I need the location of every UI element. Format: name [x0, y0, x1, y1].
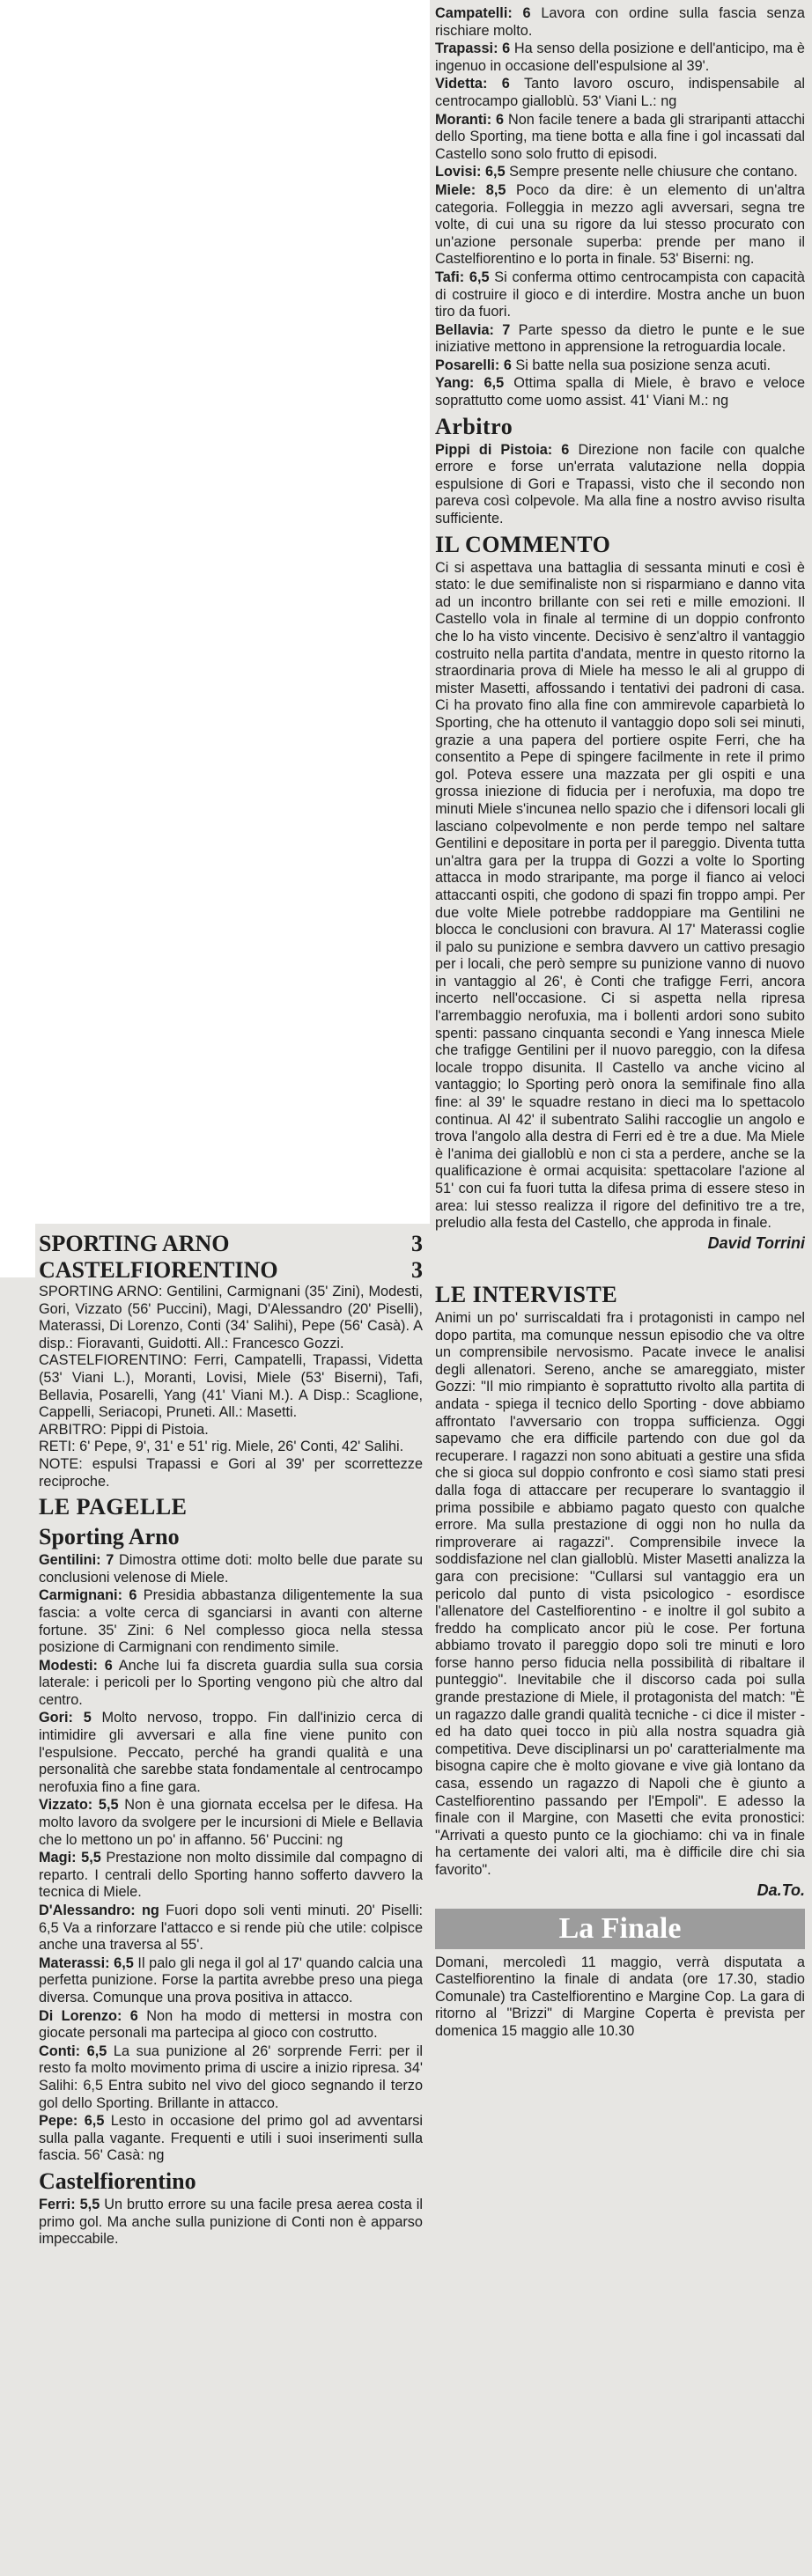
player-rating — [39, 2113, 423, 2165]
player-comment: La sua punizione al 26' sorprende Ferri: per il resto fa molto movimento prima di uscire a inizio ripresa. 34' Salihi: 6,5 Entra subito nel vivo del gioco segnando il terzo gol dello Sporting. Brillante in attacco. — [39, 2042, 423, 2111]
player-rating — [435, 112, 805, 164]
sporting-ratings — [39, 1552, 423, 2165]
castello-first-rating: Ferri: 5,5 Un brutto errore su una facile presa aerea costa il primo gol. Ma anche sulla punizione di Conti non è apparso impeccabile. — [39, 2196, 423, 2248]
player-name: Moranti: 6 — [435, 111, 505, 128]
player-comment: Sempre presente nelle chiusure che contano. — [505, 164, 798, 180]
player-name: Videtta: 6 — [435, 76, 510, 92]
commento-author: David Torrini — [707, 1233, 805, 1252]
reti-line: RETI: 6' Pepe, 9', 31' e 51' rig. Miele, 26' Conti, 42' Salihi. — [39, 1439, 404, 1455]
home-score-line: SPORTING ARNO 3 — [39, 1231, 423, 1256]
player-rating — [39, 1903, 423, 1954]
player-rating — [39, 1658, 423, 1710]
player-comment: Dimostra ottime doti: molto belle due parate su conclusioni velenose di Miele. — [39, 1552, 423, 1586]
player-rating — [435, 76, 805, 110]
player-comment: Parte spesso da dietro le punte e le sue iniziative mettono in apprensione la retroguardia locale. — [435, 321, 805, 356]
player-comment: Non facile tenere a bada gli straripanti attacchi dello Sporting, ma tiene botta e alla fine i gol incassati dal Castello sono solo frutto di episodi. — [435, 111, 805, 162]
player-rating — [435, 164, 805, 181]
finale-text: Domani, mercoledì 11 maggio, verrà disputata a Castelfiorentino la finale di andata (ore 17.30, stadio Comunale) tra Castelfiorentino e Margine Cop. La gara di ritorno al "Brizzi" di Margine Coperta è prevista per domenica 15 maggio alle 10.30 — [435, 1954, 805, 2039]
player-comment: Non ha modo di mettersi in mostra con giocate personali ma partecipa al gioco con costrutto. — [39, 2007, 423, 2042]
player-comment: Tanto lavoro oscuro, indispensabile al centrocampo gialloblù. 53' Viani L.: ng — [435, 76, 805, 109]
castelfiorentino-ratings-continued — [435, 5, 805, 410]
player-rating — [39, 1710, 423, 1796]
player-rating — [39, 1955, 423, 2007]
player-name: Campatelli: 6 — [435, 5, 531, 21]
castello-lineup: CASTELFIORENTINO: Ferri, Campatelli, Trapassi, Videtta (53' Viani L.), Moranti, Lovisi, Miele (53' Biserni), Tafi, Bellavia, Posarelli, Yang (41' Viani M.). A Disp.: Scaglione, Cappelli, Seriacopi, Pruneti. All.: Masetti. — [39, 1352, 423, 1421]
player-name: Yang: 6,5 — [435, 375, 505, 392]
sporting-heading: Sporting Arno — [39, 1524, 180, 1550]
article-left-column — [39, 1231, 423, 2569]
sporting-lineup: SPORTING ARNO: Gentilini, Carmignani (35' Zini), Modesti, Gori, Vizzato (56' Puccini), Magi, D'Alessandro (20' Piselli), Materassi, Di Lorenzo, Conti (34' Salihi), Pepe (56' Casà). A disp.: Fioravanti, Guidotti. All.: Francesco Gozzi. — [39, 1284, 423, 1351]
player-name: Conti: 6,5 — [39, 2042, 107, 2059]
player-comment: Presidia abbastanza diligentemente la sua fascia: a volte cerca di sganciarsi in avanti con alterne fortune. 35' Zini: 6 Nel complesso gioca nella stessa posizione di Carmignani con rendimento simile. — [39, 1587, 423, 1656]
player-rating — [39, 2008, 423, 2042]
finale-heading: La Finale — [435, 1909, 805, 1949]
interviste-sign: Da.To. — [757, 1880, 805, 1899]
player-comment: Molto nervoso, troppo. Fin dall'inizio cerca di intimidire gli avversari e alla fine viene punito con l'espulsione. Peccato, perché ha grandi qualità e una personalità che sarebbe stata fondamentale al centrocampo nerofuxia fino a fine gara. — [39, 1710, 423, 1795]
player-comment: Ha senso della posizione e dell'anticipo, ma è ingenuo in occasione dell'espulsione al 39'. — [435, 40, 805, 74]
player-rating — [39, 1850, 423, 1902]
player-comment: Non è una giornata eccelsa per le difesa. Ha molto lavoro da svolgere per le incursioni di Miele e Bellavia che lo mettono un po' in affanno. 56' Puccini: ng — [39, 1797, 423, 1848]
arbitro-line: ARBITRO: Pippi di Pistoia. — [39, 1421, 209, 1438]
player-rating — [39, 1552, 423, 1586]
player-name: Magi: 5,5 — [39, 1850, 101, 1866]
player-name: Materassi: 6,5 — [39, 1954, 134, 1971]
castello-heading: Castelfiorentino — [39, 2168, 196, 2194]
interviste-text: Animi un po' surriscaldati fra i protagonisti in campo nel dopo partita, ma comunque nessun episodio che va oltre un comprensibile nervosismo. Pacate invece le analisi degli allenatori. Sereno, anche se amareggiato, mister Gozzi: "Il mio rimpianto è soprattutto rivolto alla partita di andata - spiega il tecnico dello Sporting - dove abbiamo affrontato l'avversario con troppa sufficienza. Oggi sapevamo che era difficile partendo con due gol da recuperare. I ragazzi non sono abituati a gestire una sfida che si gioca sul doppio confronto e così siamo stati presi dalla foga di attaccare per recuperare lo svantaggio il prima possibile e abbiamo pagato questo con qualche errore. Ma sulla prestazione di oggi non ho nulla da rimproverare ai ragazzi". Comprensibile invece la soddisfazione nel clan gialloblù. Mister Masetti analizza la gara con precisione: "Cullarsi sul vantaggio era un pericolo dal punto di vista psicologico - esordisce l'allenatore del Castelfiorentino - e inoltre il gol subito a freddo ha complicato ancor più le cose. Per fortuna abbiamo trovato il pareggio dopo soli tre minuti e loro forse hanno perso fiducia nella possibilità di ribaltare il punteggio". Inevitabile che il discorso cada poi sulla grande prestazione di Miele, il protagonista del match: "È un ragazzo dalle grandi qualità tecniche - ci dice il mister - ed ha dato quei tocco in più alla nostra squadra già competitiva. Deve disciplinarsi un po' caratterialmente ma bisogna capire che è molto giovane e vive già lontano da casa, essendo un ragazzo di Napoli che è giunto a Castelfiorentino passando per l'Empoli". E adesso la finale con il Margine, con Masetti che evita pronostici: "Arrivati a questo punto ce la giochiamo: chi va in finale ha certamente dei valori alti, ma è difficile dire chi sia favorito". — [435, 1310, 805, 1878]
player-comment: Ottima spalla di Miele, è bravo e veloce soprattutto come uomo assist. 41' Viani M.: ng — [435, 375, 805, 409]
player-name: D'Alessandro: ng — [39, 1903, 159, 1918]
interviste-heading: LE INTERVISTE — [435, 1282, 618, 1307]
article-right-column — [435, 5, 805, 1273]
player-name: Vizzato: 5,5 — [39, 1797, 119, 1814]
player-name: Gentilini: 7 — [39, 1552, 114, 1569]
player-comment: Lavora con ordine sulla fascia senza rischiare molto. — [435, 5, 805, 39]
player-name: Gori: 5 — [39, 1710, 92, 1726]
player-comment: Fuori dopo soli venti minuti. 20' Piselli: 6,5 Va a rinforzare l'attacco e si rende più che utile: colpisce anche una traversa al 55'. — [39, 1903, 423, 1954]
player-name: Bellavia: 7 — [435, 321, 511, 338]
pagelle-heading: LE PAGELLE — [39, 1494, 188, 1520]
player-rating — [435, 322, 805, 357]
player-comment: Si batte nella sua posizione senza acuti. — [511, 357, 771, 373]
player-comment: Poco da dire: è un elemento di un'altra categoria. Folleggia in mezzo agli avversari, segna tre volte, di cui una su rigore da lui stesso procurato con un'azione personale superba: prende per mano il Castelfiorentino e lo porta in finale. 53' Biserni: ng. — [435, 181, 805, 268]
player-rating — [39, 1797, 423, 1849]
player-name: Modesti: 6 — [39, 1657, 113, 1674]
away-score-line: CASTELFIORENTINO 3 — [39, 1257, 423, 1283]
commento-heading: IL COMMENTO — [435, 531, 611, 557]
player-name: Pepe: 6,5 — [39, 2113, 105, 2130]
commento-text: Ci si aspettava una battaglia di sessanta minuti e così è stato: le due semifinaliste non si risparmiano e danno vita ad un incontro brillante con sei reti e mille emozioni. Il Castello vola in finale al termine di un doppio confronto che lo ha visto vincente. Decisivo è senz'altro il vantaggio costruito nella partita d'andata, mentre in questo ritorno la straordinaria prova di Miele ha messo le ali al gruppo di mister Masetti, affossando i tentativi dei padroni di casa. Ci ha provato fino alla fine con ammirevole caparbietà lo Sporting, che ha ottenuto il vantaggio dopo soli sei minuti, grazie a una papera del portiere ospite Ferri, che ha consentito a Pepe di spingere facilmente in rete il primo gol. Poteva essere una mazzata per gli ospiti e una grossa iniezione di fiducia per i nerofuxia, ma dopo tre minuti Miele s'incunea nello spazio che i difensori locali gli lasciano colpevolmente e non perde tempo nel saltare Gentilini e depositare in porta per il pareggio. Diventa tutta un'altra gara per la truppa di Gozzi a volte lo Sporting attacca in modo straripante, ma porge il fianco ai veloci attaccanti ospiti, che godono di spazi fin troppo ampi. Per due volte Miele potrebbe raddoppiare ma Gentilini ne blocca le conclusioni con bravura. Al 17' Materassi coglie il palo su punizione e sembra davvero un cattivo presagio per i locali, che però sempre su punizione vanno di nuovo in vantaggio al 26', è Conti che trafigge Ferri, ancora incerto nell'occasione. Ci si aspetta nella ripresa l'arrembaggio nerofuxia, ma i bollenti ardori sono subito spenti: passano cinquanta secondi e Yang innesca Miele che trafigge Gentilini per il nuovo pareggio, con la difesa locale troppo disunita. Il Castello va anche vicino al vantaggio; lo Sporting però onora la semifinale fino alla fine: al 39' le squadre restano in dieci ma lo spettacolo continua. Al 42' il subentrato Salihi raccoglie un angolo e trova l'angolo alla destra di Ferri ed è tre a due. Ma Miele è l'anima dei gialloblù e non ci sta a perdere, anche se la qualificazione è ormai acquisita: spettacolare l'azione al 51' con cui fa fuori tutta la difesa prima di essere steso in area: lui stesso realizza il rigore del definitivo tre a tre, preludio alla festa del Castello, che approda in finale. — [435, 559, 805, 1232]
player-name: Lovisi: 6,5 — [435, 164, 506, 180]
player-comment: Si conferma ottimo centrocampista con capacità di costruire il gioco e di interdire. Mostra anche un buon tiro da fuori. — [435, 269, 805, 320]
player-rating — [39, 1587, 423, 1656]
player-rating — [435, 375, 805, 409]
arbitro-heading: Arbitro — [435, 413, 513, 439]
player-comment: Prestazione non molto dissimile dal compagno di reparto. I centrali dello Sporting hanno sofferto davvero la tecnica di Miele. — [39, 1850, 423, 1901]
player-rating — [435, 182, 805, 269]
article-mid-column — [435, 1278, 805, 2569]
player-rating — [435, 40, 805, 75]
player-name: Carmignani: 6 — [39, 1587, 137, 1604]
player-comment: Lesto in occasione del primo gol ad avventarsi sulla palla vagante. Frequenti e utili i suoi inserimenti sulla fascia. 56' Casà: ng — [39, 2113, 423, 2164]
player-name: Di Lorenzo: 6 — [39, 2007, 138, 2024]
player-rating — [435, 269, 805, 321]
player-rating — [435, 357, 805, 375]
player-comment: Il palo gli nega il gol al 17' quando calcia una perfetta punizione. Forse la partita avrebbe preso una piega diversa. Comunque una prova positiva in attacco. — [39, 1954, 423, 2006]
note-line: NOTE: espulsi Trapassi e Gori al 39' per scorrettezze reciproche. — [39, 1455, 423, 1490]
player-rating — [435, 5, 805, 40]
player-comment: Anche lui fa discreta guardia sulla sua corsia laterale: i pericoli per lo Sporting vengono più che altro dal centro. — [39, 1657, 423, 1708]
arbitro-rating: Pippi di Pistoia: 6 Direzione non facile con qualche errore e forse un'errata valutazione nella doppia espulsione di Gori e Trapassi, visto che il secondo non pareva così colpevole. Ma alla fine a nostro avviso risulta sufficiente. — [435, 441, 805, 527]
player-name: Miele: 8,5 — [435, 181, 506, 198]
player-rating — [39, 2043, 423, 2112]
player-name: Tafi: 6,5 — [435, 269, 490, 285]
player-name: Posarelli: 6 — [435, 357, 512, 373]
player-name: Trapassi: 6 — [435, 40, 511, 57]
